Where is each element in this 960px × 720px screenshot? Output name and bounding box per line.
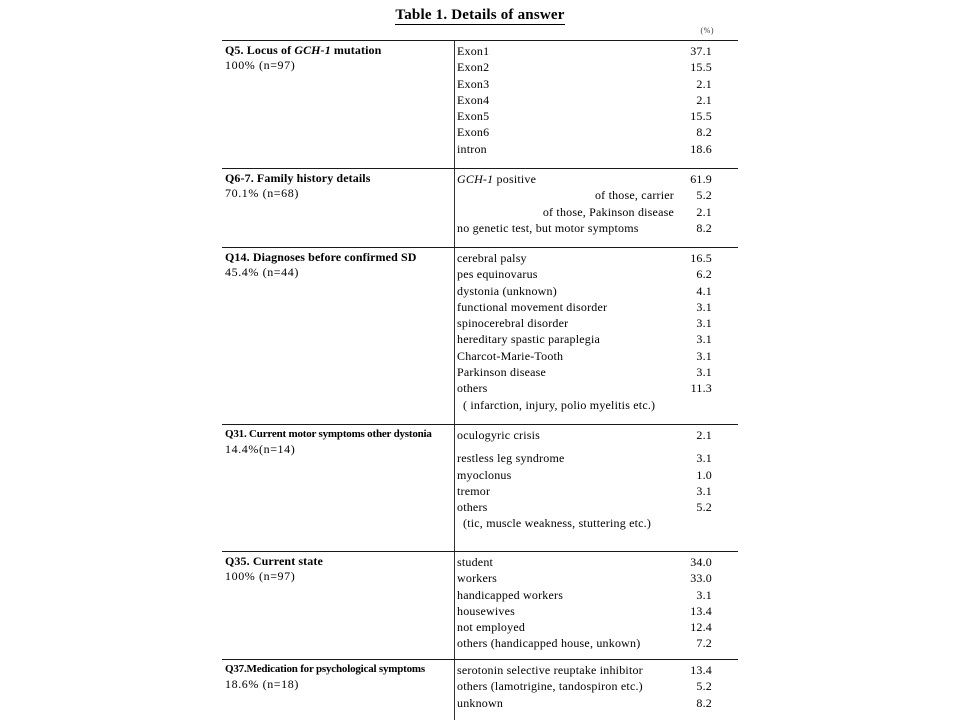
- answer-label: restless leg syndrome: [457, 451, 565, 466]
- details-table: [222, 40, 738, 720]
- answer-value: 3.1: [696, 299, 712, 314]
- answer-value: 5.2: [696, 500, 712, 515]
- answer-value: 33.0: [690, 571, 712, 586]
- answer-label: spinocerebral disorder: [457, 316, 569, 331]
- answer-row: [457, 380, 712, 396]
- question-title-text: Q14. Diagnoses before confirmed SD: [225, 250, 417, 264]
- answer-value: 3.1: [696, 316, 712, 331]
- answer-row: [457, 171, 712, 187]
- answer-row: [457, 515, 712, 531]
- answer-row: [457, 299, 712, 315]
- answer-row: [457, 315, 712, 331]
- question-title-text: Q37.Medication for psychological symptoms: [225, 663, 425, 675]
- answer-label: others (handicapped house, unkown): [457, 636, 641, 651]
- answer-row: [457, 108, 712, 124]
- question-stat: 100% (n=97): [225, 57, 296, 72]
- answer-label: functional movement disorder: [457, 299, 608, 314]
- question-stat: 18.6% (n=18): [225, 676, 299, 691]
- gene-name: GCH-1: [457, 172, 494, 186]
- answer-value: 13.4: [690, 663, 712, 677]
- answer-label: ( infarction, injury, polio myelitis etc.): [463, 397, 656, 412]
- gene-name: GCH-1: [294, 43, 331, 57]
- answer-row: [457, 59, 712, 75]
- answer-value: 3.1: [696, 587, 712, 602]
- answer-value: 1.0: [696, 467, 712, 482]
- answer-value: 3.1: [696, 483, 712, 498]
- answer-value: 16.5: [690, 251, 712, 265]
- answer-value: 3.1: [696, 348, 712, 363]
- answer-value: 3.1: [696, 451, 712, 466]
- question-stat: 14.4%(n=14): [225, 441, 296, 456]
- answer-value: 6.2: [696, 267, 712, 282]
- percent-unit-label: (%): [700, 26, 714, 35]
- answer-label: of those, carrier: [594, 188, 674, 203]
- answer-value: 3.1: [696, 332, 712, 347]
- answer-row: [457, 220, 712, 236]
- question-cell: [222, 660, 455, 720]
- answer-label: student: [457, 555, 494, 569]
- question-title: [225, 427, 452, 442]
- question-title: [225, 554, 452, 569]
- table-section-6: [222, 659, 738, 720]
- answer-label: handicapped workers: [457, 587, 564, 602]
- answer-value: 8.2: [696, 125, 712, 140]
- answer-value: 34.0: [690, 555, 712, 569]
- question-cell: [222, 41, 455, 168]
- answer-value: [674, 515, 712, 531]
- answer-value: 13.4: [690, 603, 712, 618]
- answer-value: 15.5: [690, 109, 712, 124]
- answer-value: 5.2: [696, 679, 712, 694]
- answer-label: housewives: [457, 603, 515, 618]
- answer-label: not employed: [457, 620, 526, 635]
- answer-label: serotonin selective reuptake inhibitor: [457, 663, 643, 677]
- question-stat: 70.1% (n=68): [225, 185, 299, 200]
- answer-row: [457, 695, 712, 711]
- answer-row: [457, 467, 712, 483]
- answer-row: [457, 331, 712, 347]
- question-stat: 45.4% (n=44): [225, 264, 299, 279]
- answer-label: Exon1: [457, 44, 490, 58]
- answer-label: Parkinson disease: [457, 365, 547, 380]
- answer-value: 37.1: [690, 44, 712, 58]
- question-title-text: Q6-7. Family history details: [225, 171, 371, 185]
- answer-row: [457, 635, 712, 651]
- question-cell: [222, 169, 455, 247]
- answer-value: 15.5: [690, 60, 712, 75]
- answer-label: others: [457, 381, 488, 396]
- answer-label: Exon6: [457, 125, 490, 140]
- answer-row: [457, 499, 712, 515]
- answer-label: (tic, muscle weakness, stuttering etc.): [463, 516, 652, 531]
- answer-row: [457, 92, 712, 108]
- answer-value: 8.2: [696, 695, 712, 710]
- answer-value: 2.1: [696, 428, 712, 442]
- answer-cell: [455, 425, 738, 551]
- answer-value: 61.9: [690, 172, 712, 186]
- question-title: [225, 250, 452, 265]
- answer-label: pes equinovarus: [457, 267, 538, 282]
- answer-row: [457, 587, 712, 603]
- question-title-text: Q35. Current state: [225, 554, 323, 568]
- answer-row: [457, 427, 712, 443]
- answer-label: others (lamotrigine, tandospiron etc.): [457, 679, 643, 694]
- answer-cell: [455, 552, 738, 659]
- answer-label: hereditary spastic paraplegia: [457, 332, 601, 347]
- answer-label: dystonia (unknown): [457, 283, 557, 298]
- answer-label: others: [457, 500, 488, 515]
- question-title: [225, 43, 452, 58]
- answer-cell: [455, 248, 738, 424]
- answer-label: cerebral palsy: [457, 251, 527, 265]
- answer-row: [457, 554, 712, 570]
- answer-label-text: positive: [493, 172, 537, 186]
- answer-label: Exon3: [457, 76, 490, 91]
- answer-value: [674, 397, 712, 413]
- answer-row: [457, 483, 712, 499]
- question-stat: 100% (n=97): [225, 568, 296, 583]
- answer-label: myoclonus: [457, 467, 512, 482]
- table-section-1: [222, 41, 738, 168]
- question-cell: [222, 248, 455, 424]
- answer-label: no genetic test, but motor symptoms: [457, 220, 639, 235]
- answer-cell: [455, 169, 738, 247]
- question-title-text: mutation: [330, 43, 382, 57]
- answer-label: Exon4: [457, 92, 490, 107]
- answer-value: 4.1: [696, 283, 712, 298]
- answer-row: [457, 603, 712, 619]
- answer-row: [457, 43, 712, 59]
- question-cell: [222, 425, 455, 551]
- answer-row: [457, 124, 712, 140]
- answer-row: [457, 678, 712, 694]
- answer-value: 2.1: [696, 204, 712, 219]
- question-title-text: Q5. Locus of: [225, 43, 295, 57]
- question-title: [225, 171, 452, 186]
- answer-row: [457, 450, 712, 466]
- answer-label: Exon5: [457, 109, 490, 124]
- answer-label: [457, 171, 674, 187]
- answer-label: tremor: [457, 483, 491, 498]
- answer-row: [457, 266, 712, 282]
- answer-value: 3.1: [696, 365, 712, 380]
- answer-value: 11.3: [690, 381, 712, 396]
- table-section-5: [222, 551, 738, 659]
- answer-label: of those, Pakinson disease: [542, 204, 674, 219]
- answer-label: intron: [457, 141, 487, 156]
- answer-value: 18.6: [690, 141, 712, 156]
- answer-value: 7.2: [696, 636, 712, 651]
- answer-label: oculogyric crisis: [457, 428, 541, 442]
- answer-value: 2.1: [696, 76, 712, 91]
- answer-row: [457, 570, 712, 586]
- answer-row: [457, 141, 712, 157]
- answer-row: [457, 283, 712, 299]
- answer-row: [457, 662, 712, 678]
- answer-row: [457, 250, 712, 266]
- table-title: [0, 6, 960, 24]
- table-section-3: [222, 247, 738, 424]
- table-section-4: [222, 424, 738, 551]
- answer-row: [457, 187, 712, 203]
- answer-row: [457, 204, 712, 220]
- answer-label: Charcot-Marie-Tooth: [457, 348, 564, 363]
- answer-label: unknown: [457, 695, 504, 710]
- question-cell: [222, 552, 455, 659]
- question-title-text: Q31. Current motor symptoms other dystonia: [225, 428, 432, 440]
- answer-row: [457, 364, 712, 380]
- table-title-text: Table 1. Details of answer: [395, 7, 565, 23]
- answer-label: Exon2: [457, 60, 490, 75]
- answer-label: workers: [457, 571, 498, 586]
- answer-row: [457, 397, 712, 413]
- answer-cell: [455, 41, 738, 168]
- answer-row: [457, 76, 712, 92]
- answer-value: 5.2: [696, 188, 712, 203]
- answer-value: 12.4: [690, 620, 712, 635]
- question-title: [225, 662, 452, 677]
- answer-row: [457, 619, 712, 635]
- answer-value: 2.1: [696, 92, 712, 107]
- answer-cell: [455, 660, 738, 720]
- answer-row: [457, 348, 712, 364]
- table-section-2: [222, 168, 738, 247]
- answer-value: 8.2: [696, 220, 712, 235]
